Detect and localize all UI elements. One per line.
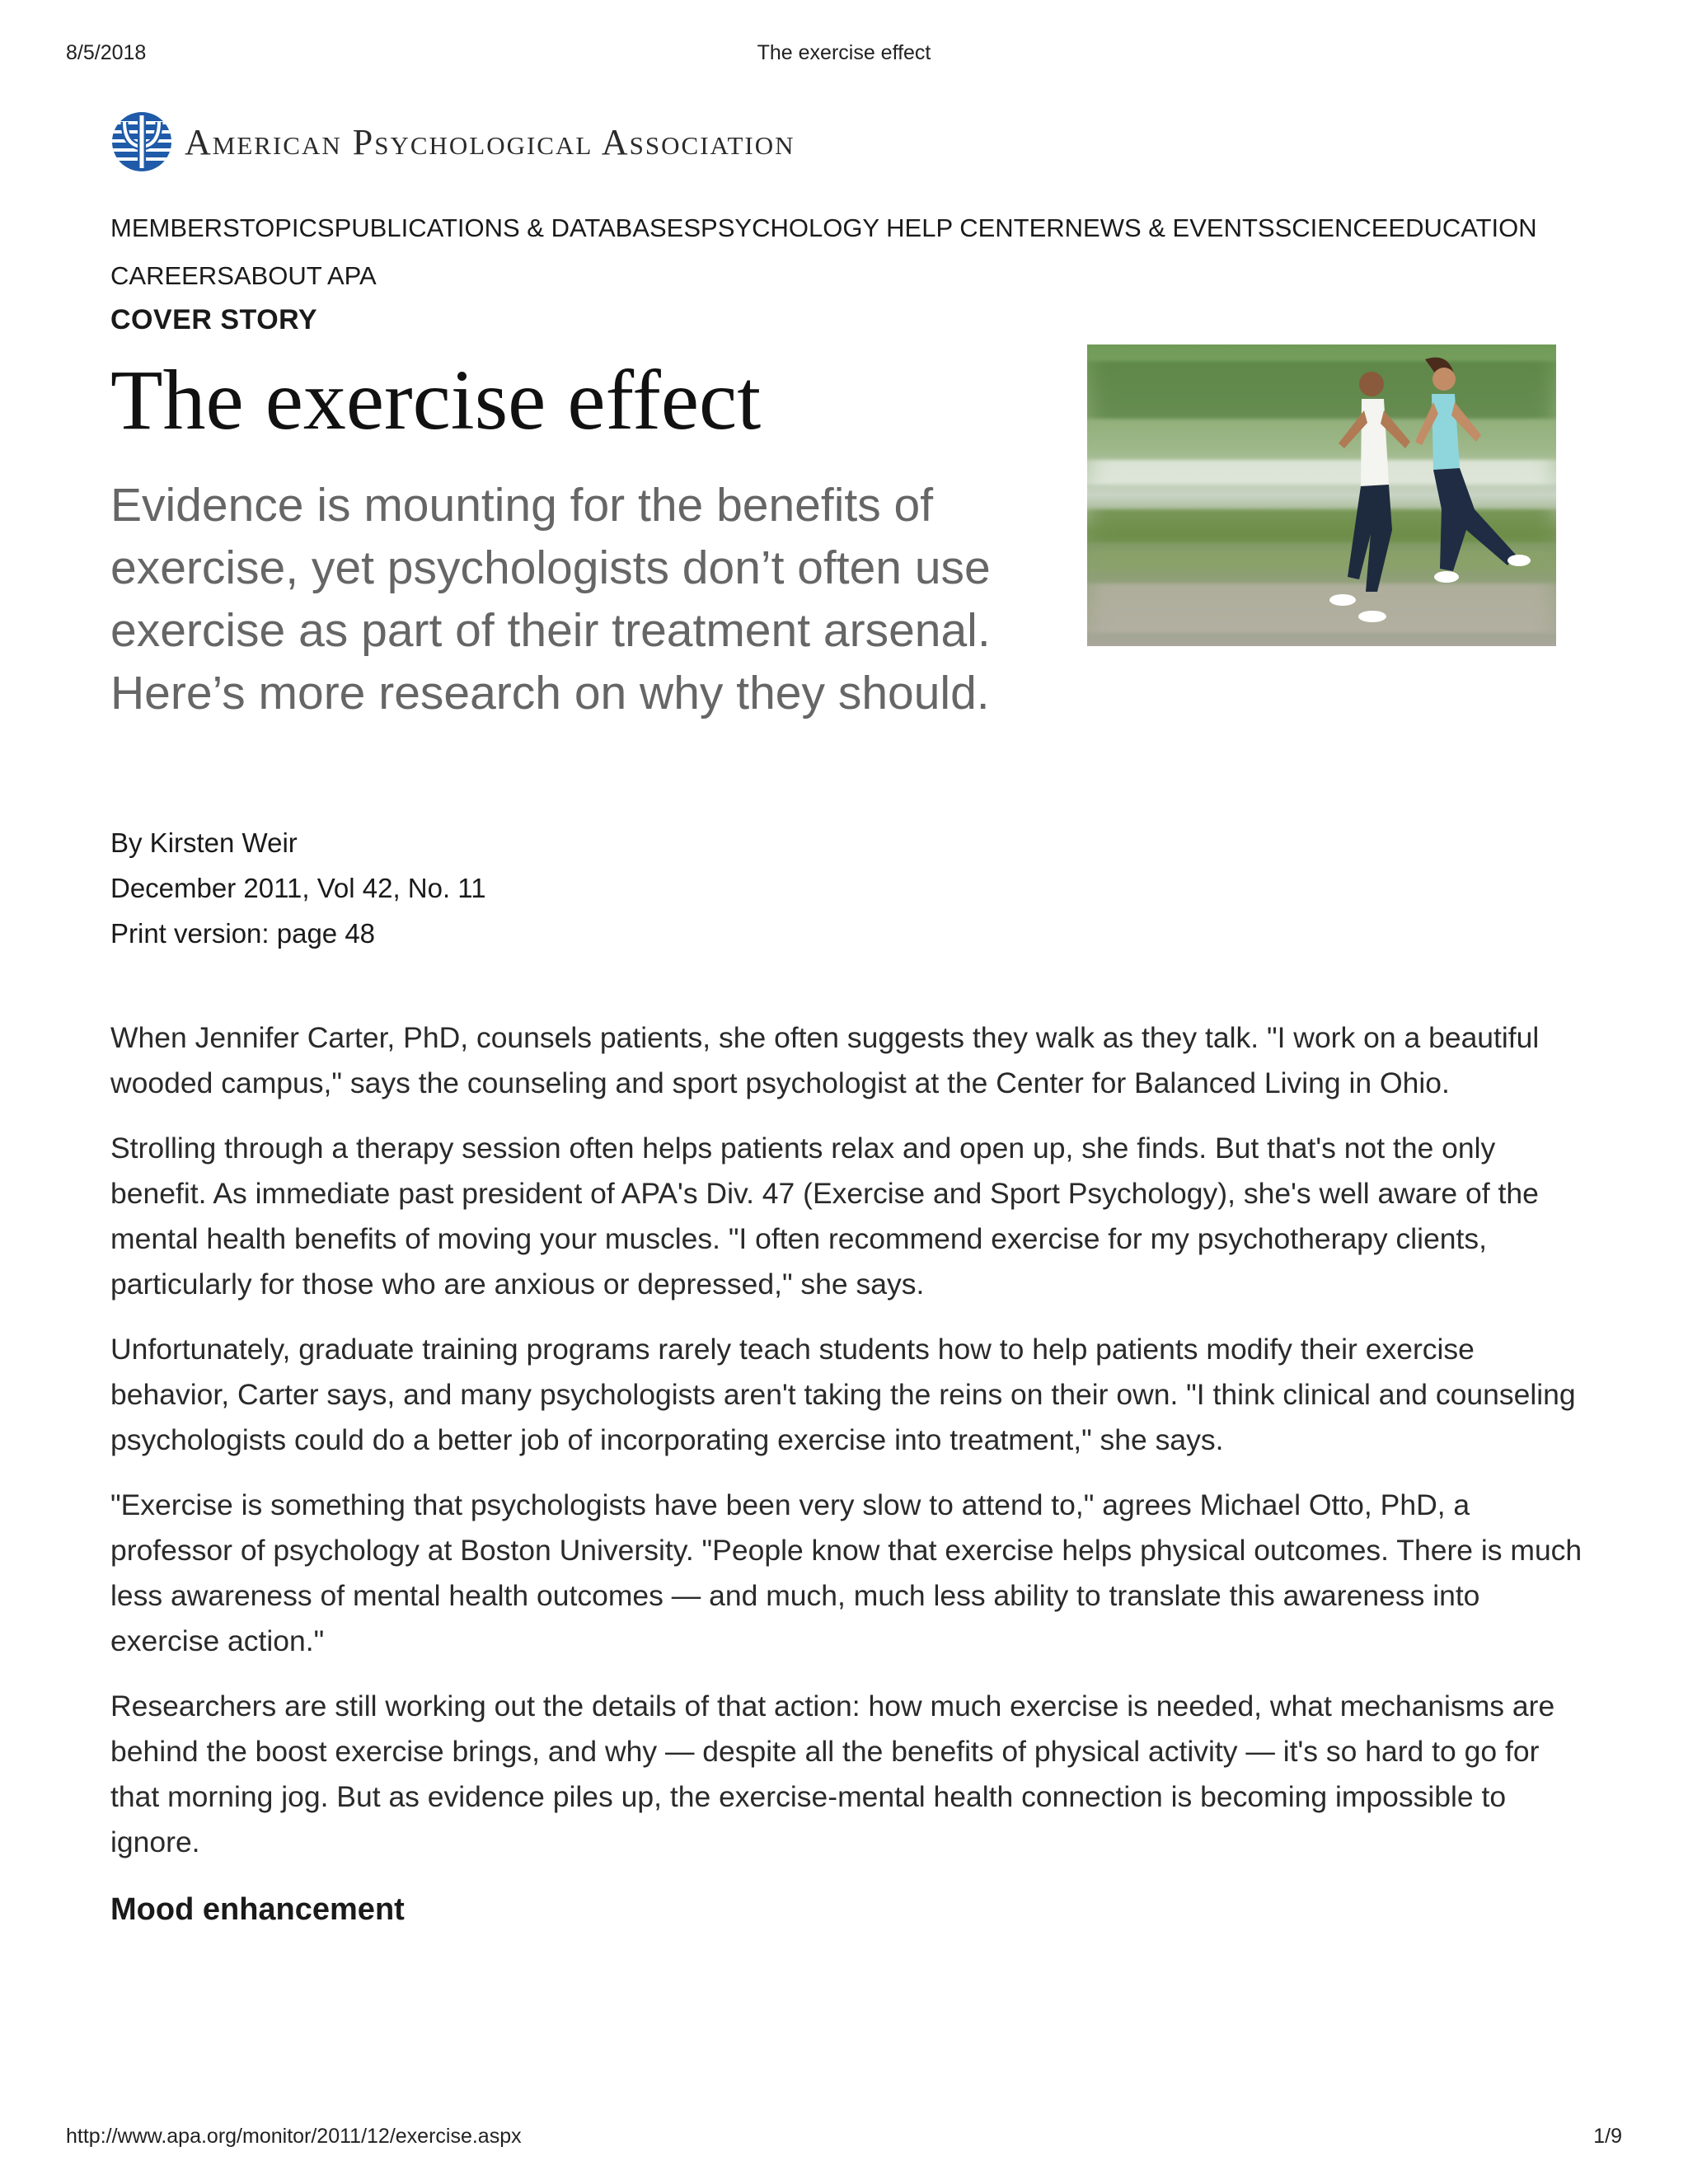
article-deck: Evidence is mounting for the benefits of exercise, yet psychologists don’t often use exercise as part of their treatment arsenal. Here’s more research on why they should. bbox=[110, 479, 991, 719]
page-number: 1/9 bbox=[1593, 2125, 1622, 2148]
issue-info: December 2011, Vol 42, No. 11 bbox=[110, 873, 486, 903]
paragraph-4: "Exercise is something that psychologists have been very slow to attend to," agrees Michael Otto, PhD, a professor of psychology at Boston University. "People know that exercise helps physical outcomes. There is much less awareness of mental health outcomes — and much, much less ability to translate this awareness into exercise action." bbox=[110, 1488, 1582, 1657]
paragraph-1: When Jennifer Carter, PhD, counsels patients, she often suggests they walk as they talk. "I work on a beautiful wooded campus," says the counseling and sport psychologist at the Center for Balanced Living in Ohio. bbox=[110, 1021, 1540, 1099]
article-meta bbox=[110, 820, 486, 956]
nav-item-topics[interactable]: TOPICS bbox=[239, 213, 335, 242]
nav-item-news-events[interactable]: NEWS & EVENTS bbox=[1064, 213, 1275, 242]
print-url: http://www.apa.org/monitor/2011/12/exercise.aspx bbox=[66, 2125, 522, 2148]
nav-item-members[interactable]: MEMBERS bbox=[110, 213, 240, 242]
paragraph-3: Unfortunately, graduate training programs rarely teach students how to help patients modify their exercise behavior, Carter says, and many psychologists aren't taking the reins on their own. "I think clinical and counseling psychologists could do a better job of incorporating exercise into treatment," she says. bbox=[110, 1333, 1576, 1456]
nav-item-publications-databases[interactable]: PUBLICATIONS & DATABASES bbox=[334, 213, 701, 242]
article-kicker: COVER STORY bbox=[110, 304, 318, 335]
article-body bbox=[110, 1015, 1586, 1934]
nav-item-education[interactable]: EDUCATION bbox=[1388, 213, 1537, 242]
paragraph-5: Researchers are still working out the details of that action: how much exercise is needed, what mechanisms are behind the boost exercise brings, and why — despite all the benefits of physical activity — it's so hard to go for that morning jog. But as evidence piles up, the exercise-mental health connection is becoming impossible to ignore. bbox=[110, 1690, 1555, 1858]
main-nav bbox=[110, 204, 1578, 300]
apa-wordmark: American Psychological Association bbox=[185, 121, 795, 162]
apa-logo[interactable] bbox=[110, 108, 795, 176]
paragraph-2: Strolling through a therapy session often helps patients relax and open up, she finds. But that's not the only benefit. As immediate past president of APA's Div. 47 (Exercise and Sport Psychology), she's well aware of the mental health benefits of moving your muscles. "I often recommend exercise for my psychotherapy clients, particularly for those who are anxious or depressed," she says. bbox=[110, 1132, 1539, 1301]
print-title: The exercise effect bbox=[757, 41, 931, 64]
section-heading-mood: Mood enhancement bbox=[110, 1892, 405, 1927]
two-runners-photo bbox=[1087, 344, 1556, 646]
nav-item-about-apa[interactable]: ABOUT APA bbox=[233, 261, 377, 290]
nav-item-psychology-help-center[interactable]: PSYCHOLOGY HELP CENTER bbox=[701, 213, 1065, 242]
nav-item-science[interactable]: SCIENCE bbox=[1274, 213, 1389, 242]
print-date: 8/5/2018 bbox=[66, 41, 147, 64]
apa-psi-globe-icon bbox=[110, 110, 173, 173]
print-footer bbox=[66, 2125, 1622, 2151]
byline-author: By Kirsten Weir bbox=[110, 827, 298, 858]
print-version: Print version: page 48 bbox=[110, 918, 376, 949]
article-headline: The exercise effect bbox=[110, 353, 762, 448]
nav-item-careers[interactable]: CAREERS bbox=[110, 261, 234, 290]
print-header bbox=[66, 41, 1622, 68]
